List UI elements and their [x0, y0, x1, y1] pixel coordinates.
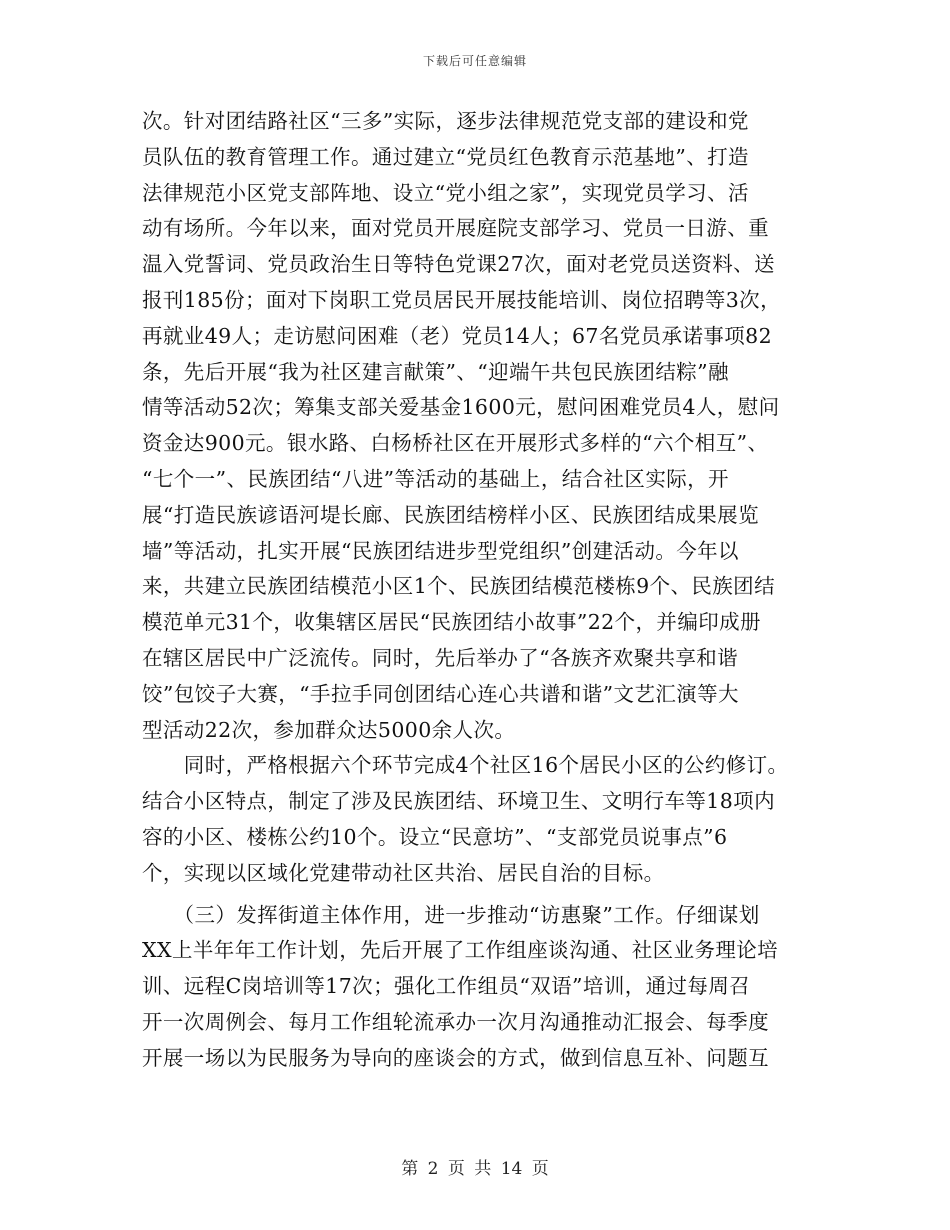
text-line: （三）发挥街道主体作用，进一步推动“访惠聚”工作。仔细谋划	[142, 902, 760, 927]
text-line: 法律规范小区党支部阵地、设立“党小组之家”，实现党员学习、活	[142, 180, 749, 205]
text-line: 个，实现以区域化党建带动社区共治、居民自治的目标。	[142, 860, 665, 885]
text-line: 再就业49人；走访慰问困难（老）党员14人；67名党员承诺事项82	[142, 323, 773, 348]
document-body	[142, 104, 822, 1077]
text-line: 训、远程C岗培训等17次；强化工作组员“双语”培训，通过每周召	[142, 974, 751, 999]
text-line: 开一次周例会、每月工作组轮流承办一次月沟通推动汇报会、每季度	[142, 1009, 769, 1034]
text-line: 墙”等活动，扎实开展“民族团结进步型党组织”创建活动。今年以	[142, 538, 739, 563]
text-line: XX上半年年工作计划，先后开展了工作组座谈沟通、社区业务理论培	[142, 938, 779, 963]
text-line: “七个一”、民族团结“八进”等活动的基础上，结合社区实际，开	[142, 466, 729, 491]
text-line: 结合小区特点，制定了涉及民族团结、环境卫生、文明行车等18项内	[142, 789, 775, 814]
text-line: 情等活动52次；筹集支部关爱基金1600元，慰问困难党员4人，慰问	[142, 395, 780, 420]
text-line: 在辖区居民中广泛流传。同时，先后举办了“各族齐欢聚共享和谐	[142, 645, 739, 670]
text-line: 开展一场以为民服务为导向的座谈会的方式，做到信息互补、问题互	[142, 1045, 769, 1070]
text-line: 同时，严格根据六个环节完成4个社区16个居民小区的公约修订。	[142, 753, 789, 778]
text-line: 条，先后开展“我为社区建言献策”、“迎端午共包民族团结粽”融	[142, 359, 729, 384]
text-line: 员队伍的教育管理工作。通过建立“党员红色教育示范基地”、打造	[142, 144, 749, 169]
text-line: 温入党誓词、党员政治生日等特色党课27次，面对老党员送资料、送	[142, 252, 775, 277]
page-number: 第 2 页 共 14 页	[401, 1159, 549, 1179]
text-line: 饺”包饺子大赛，“手拉手同创团结心连心共谱和谐”文艺汇演等大	[142, 681, 739, 706]
text-line: 型活动22次，参加群众达5000余人次。	[142, 717, 516, 742]
text-line: 动有场所。今年以来，面对党员开展庭院支部学习、党员一日游、重	[142, 216, 769, 241]
page-header: 下载后可任意编辑	[422, 54, 527, 68]
text-line: 模范单元31个，收集辖区居民“民族团结小故事”22个，并编印成册	[142, 610, 761, 635]
text-line: 次。针对团结路社区“三多”实际，逐步法律规范党支部的建设和党	[142, 109, 749, 133]
text-line: 报刊185份；面对下岗职工党员居民开展技能培训、岗位招聘等3次，	[142, 287, 781, 312]
text-line: 资金达900元。银水路、白杨桥社区在开展形式多样的“六个相互”、	[142, 431, 769, 456]
text-line: 容的小区、楼栋公约10个。设立“民意坊”、“支部党员说事点”6	[142, 824, 728, 849]
text-line: 展“打造民族谚语河堤长廊、民族团结榜样小区、民族团结成果展览	[142, 502, 759, 527]
text-line: 来，共建立民族团结模范小区1个、民族团结模范楼栋9个、民族团结	[142, 574, 775, 599]
